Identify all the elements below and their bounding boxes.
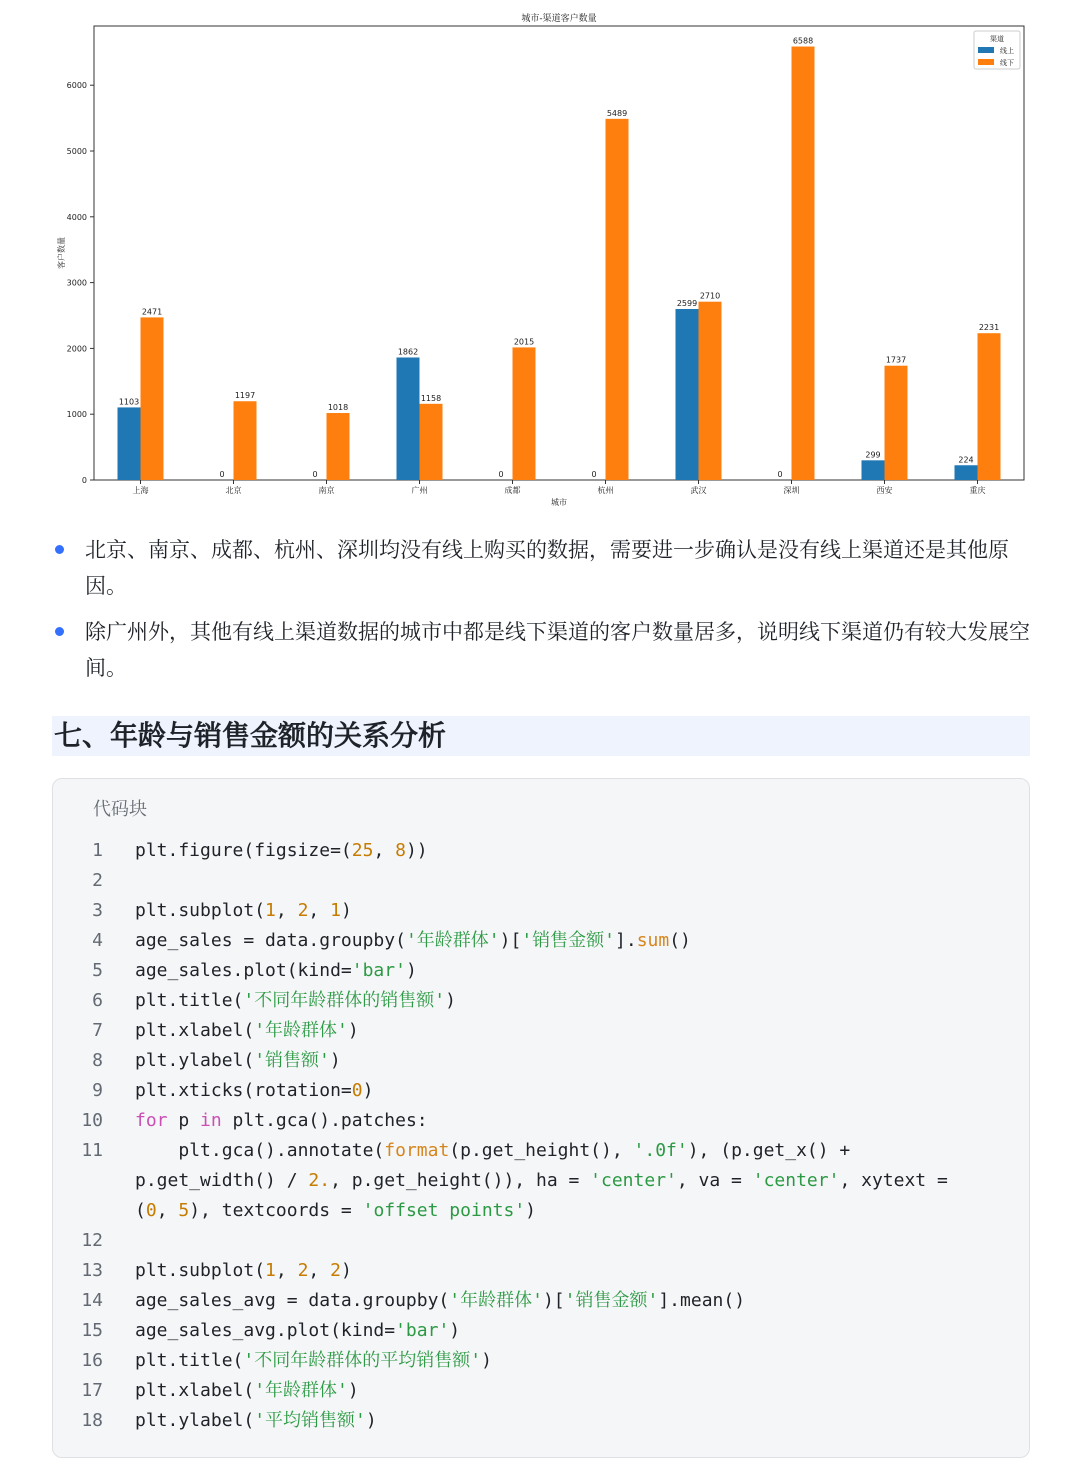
line-number: 18 — [81, 1410, 103, 1431]
legend-entry: 线下 — [1000, 59, 1014, 67]
code-token: plt.xticks(rotation= — [135, 1080, 352, 1101]
code-token: format — [384, 1140, 450, 1161]
code-token: , — [275, 900, 298, 921]
line-number: 17 — [81, 1380, 103, 1401]
legend-entry: 线上 — [1000, 47, 1014, 55]
code-token: 25 — [351, 840, 374, 861]
bar-value-label: 1158 — [420, 393, 442, 403]
line-number: 4 — [92, 930, 103, 951]
line-number: 3 — [92, 900, 103, 921]
bar — [885, 366, 908, 480]
code-text — [103, 1376, 359, 1406]
bar-value-label: 6588 — [792, 36, 814, 46]
code-text — [103, 836, 428, 866]
code-lines — [53, 836, 1029, 1436]
bar — [118, 407, 141, 480]
code-token: )) — [405, 840, 428, 861]
bullet-list — [55, 532, 1040, 696]
code-token: 2 — [297, 900, 309, 921]
code-line — [53, 926, 1029, 956]
code-token: ) — [340, 900, 352, 921]
code-token: '年龄群体' — [405, 930, 500, 951]
line-number: 8 — [92, 1050, 103, 1071]
code-line — [53, 1286, 1029, 1316]
line-number: 7 — [92, 1020, 103, 1041]
code-token: 0 — [145, 1200, 157, 1221]
code-token: ) — [347, 1020, 359, 1041]
bar-value-label: 1103 — [118, 397, 140, 407]
code-token: 2. — [308, 1170, 331, 1191]
code-token: 'bar' — [395, 1320, 450, 1341]
code-token: 1 — [330, 900, 341, 921]
bar-value-label: 1737 — [885, 355, 907, 365]
bullet-dot-icon — [55, 627, 64, 636]
y-axis-label: 客户数量 — [57, 237, 66, 269]
code-text — [103, 956, 417, 986]
y-tick-label: 1000 — [66, 410, 87, 420]
bar-value-label: 2231 — [978, 323, 1000, 333]
code-token: )[ — [542, 1290, 565, 1311]
code-text — [103, 986, 456, 1016]
code-line — [53, 1346, 1029, 1376]
bar — [699, 302, 722, 480]
code-text — [103, 1346, 492, 1376]
code-token: sum — [636, 930, 670, 951]
code-token: 8 — [395, 840, 406, 861]
line-number: 5 — [92, 960, 103, 981]
code-token: plt.subplot( — [135, 900, 266, 921]
code-token: ), textcoords = — [189, 1200, 363, 1221]
code-text — [103, 1256, 352, 1286]
code-token: in — [200, 1110, 222, 1131]
code-token: ) — [525, 1200, 537, 1221]
code-token: '平均销售额' — [254, 1410, 366, 1431]
bar — [606, 119, 629, 480]
y-tick-label: 0 — [81, 476, 87, 485]
code-line — [53, 896, 1029, 926]
code-token: for — [135, 1110, 168, 1131]
bar — [420, 404, 443, 480]
code-line — [53, 1016, 1029, 1046]
legend-swatch — [978, 59, 994, 65]
code-token: plt.title( — [135, 990, 244, 1011]
y-tick-label: 3000 — [66, 278, 87, 288]
x-tick-label: 深圳 — [783, 486, 800, 495]
bar-chart — [0, 0, 1080, 515]
code-token: 1 — [265, 1260, 276, 1281]
code-token: age_sales.plot(kind= — [135, 960, 352, 981]
y-tick-label: 6000 — [66, 81, 87, 91]
bar-value-label: 1197 — [234, 391, 256, 401]
chart-svg — [0, 0, 1080, 515]
code-token: , — [373, 840, 396, 861]
line-number: 15 — [81, 1320, 103, 1341]
x-tick-label: 上海 — [132, 486, 149, 495]
code-token: ) — [340, 1260, 352, 1281]
line-number: 6 — [92, 990, 103, 1011]
code-text — [103, 1076, 373, 1106]
bar — [327, 413, 350, 480]
code-text — [103, 1016, 359, 1046]
code-token: ) — [481, 1350, 492, 1371]
y-tick-label: 4000 — [66, 212, 87, 222]
code-token: 'center' — [752, 1170, 840, 1191]
line-number: 16 — [81, 1350, 103, 1371]
code-text — [103, 1226, 146, 1256]
line-number: 11 — [81, 1140, 103, 1161]
chart-title: 城市-渠道客户数量 — [521, 14, 597, 24]
code-block[interactable] — [52, 778, 1030, 1458]
code-token: , — [275, 1260, 298, 1281]
bar — [792, 47, 815, 480]
code-text — [103, 1286, 745, 1316]
line-number: 9 — [92, 1080, 103, 1101]
code-token: plt.gca().patches: — [221, 1110, 428, 1131]
code-token: '不同年龄群体的销售额' — [243, 990, 446, 1011]
bar-value-label: 5489 — [606, 108, 628, 118]
bullet-item — [55, 614, 1040, 686]
code-token: 'offset points' — [362, 1200, 526, 1221]
code-line — [53, 1316, 1029, 1346]
code-text — [103, 926, 691, 956]
code-token: (p.get_height(), — [449, 1140, 634, 1161]
code-text — [103, 1046, 341, 1076]
bar-value-label: 0 — [312, 470, 318, 479]
code-line — [53, 1406, 1029, 1436]
code-token: plt.ylabel( — [135, 1050, 255, 1071]
x-tick-label: 成都 — [504, 486, 521, 495]
x-tick-label: 南京 — [318, 486, 335, 495]
bar — [955, 465, 978, 480]
code-token: '销售金额' — [564, 1290, 659, 1311]
legend-swatch — [978, 47, 994, 53]
code-token: '.0f' — [633, 1140, 688, 1161]
x-tick-label: 重庆 — [969, 486, 986, 495]
line-number: 13 — [81, 1260, 103, 1281]
code-token: () — [669, 930, 691, 951]
y-tick-label: 2000 — [66, 344, 87, 354]
line-number: 12 — [81, 1230, 103, 1251]
line-number: 2 — [92, 870, 103, 891]
code-token: plt.gca().annotate( — [135, 1140, 385, 1161]
code-token: '年龄群体' — [449, 1290, 543, 1311]
code-line — [53, 1046, 1029, 1076]
bar-value-label: 2015 — [513, 337, 535, 347]
x-tick-label: 武汉 — [690, 486, 707, 495]
code-token: 5 — [178, 1200, 190, 1221]
code-token: , — [308, 900, 331, 921]
code-token: age_sales_avg.plot(kind= — [135, 1320, 396, 1341]
code-block-title: 代码块 — [93, 799, 147, 820]
bar-value-label: 1862 — [397, 347, 419, 357]
code-line — [53, 1256, 1029, 1286]
code-token: 'bar' — [351, 960, 406, 981]
code-line — [53, 1106, 1029, 1136]
code-token: 'center' — [590, 1170, 677, 1191]
line-number: 10 — [81, 1110, 103, 1131]
code-text — [103, 1316, 460, 1346]
code-line — [53, 986, 1029, 1016]
code-token: '年龄群体' — [254, 1020, 348, 1041]
x-tick-label: 杭州 — [597, 486, 614, 495]
code-line — [53, 1136, 1029, 1226]
code-token: ) — [449, 1320, 461, 1341]
line-number: 14 — [81, 1290, 103, 1311]
code-token: p — [167, 1110, 201, 1131]
bar — [234, 401, 257, 480]
code-token: plt.figure(figsize=( — [135, 840, 352, 861]
y-tick-label: 5000 — [66, 147, 87, 157]
bar-value-label: 0 — [591, 470, 597, 479]
bullet-text: 北京、南京、成都、杭州、深圳均没有线上购买的数据，需要进一步确认是没有线上渠道还是其他原因。 — [85, 538, 1009, 598]
x-axis-label: 城市 — [551, 498, 567, 507]
bullet-text: 除广州外，其他有线上渠道数据的城市中都是线下渠道的客户数量居多，说明线下渠道仍有较大发展空间。 — [85, 620, 1030, 680]
x-tick-label: 西安 — [876, 486, 893, 495]
code-token: , — [308, 1260, 331, 1281]
code-token: )[ — [499, 930, 522, 951]
bar-value-label: 2471 — [141, 307, 163, 317]
bullet-dot-icon — [55, 545, 64, 554]
x-tick-label: 广州 — [411, 486, 428, 495]
code-token: '不同年龄群体的平均销售额' — [243, 1350, 482, 1371]
code-line — [53, 1376, 1029, 1406]
code-token: , p.get_height()), ha = — [330, 1170, 591, 1191]
code-token: plt.title( — [135, 1350, 244, 1371]
legend-title: 渠道 — [990, 35, 1004, 43]
bar-value-label: 0 — [777, 470, 783, 479]
code-token: age_sales = data.groupby( — [135, 930, 406, 951]
code-token: ) — [347, 1380, 359, 1401]
bar — [978, 333, 1001, 480]
code-text — [103, 1406, 377, 1436]
code-token: ].mean() — [658, 1290, 746, 1311]
code-line — [53, 1226, 1029, 1256]
x-tick-label: 北京 — [225, 486, 242, 495]
line-number: 1 — [92, 840, 103, 861]
code-token: ) — [445, 990, 456, 1011]
code-line — [53, 1076, 1029, 1106]
code-token: plt.xlabel( — [135, 1380, 255, 1401]
bar-value-label: 2599 — [676, 298, 698, 308]
bar — [862, 460, 885, 480]
code-token: age_sales_avg = data.groupby( — [135, 1290, 450, 1311]
bar-value-label: 299 — [865, 450, 881, 460]
code-token: 2 — [330, 1260, 341, 1281]
code-token: '销售额' — [254, 1050, 330, 1071]
code-token: ) — [365, 1410, 377, 1431]
code-token: plt.xlabel( — [135, 1020, 255, 1041]
code-token: plt.ylabel( — [135, 1410, 255, 1431]
section-heading: 七、年龄与销售金额的关系分析 — [52, 716, 1030, 756]
code-line — [53, 836, 1029, 866]
code-token: ), (p.get_x() + p.get_width() / — [135, 1140, 862, 1191]
code-token: , — [156, 1200, 179, 1221]
bar — [513, 347, 536, 480]
bar — [141, 317, 164, 480]
code-token: , va = — [676, 1170, 753, 1191]
code-token: ]. — [615, 930, 637, 951]
code-token: ) — [329, 1050, 341, 1071]
code-token: plt.subplot( — [135, 1260, 266, 1281]
bar — [397, 357, 420, 480]
code-line — [53, 866, 1029, 896]
bar — [676, 309, 699, 480]
code-text — [103, 866, 146, 896]
bullet-item — [55, 532, 1040, 604]
code-token: 2 — [297, 1260, 309, 1281]
code-token: '销售金额' — [521, 930, 615, 951]
code-text — [103, 1136, 975, 1226]
code-token: , xytext = ( — [135, 1170, 959, 1221]
code-text — [103, 1106, 428, 1136]
code-token: 1 — [265, 900, 276, 921]
code-line — [53, 956, 1029, 986]
code-token: 0 — [351, 1080, 363, 1101]
code-text — [103, 896, 352, 926]
bar-value-label: 2710 — [699, 291, 721, 301]
bar-value-label: 224 — [958, 455, 974, 465]
bar-value-label: 1018 — [327, 403, 349, 413]
bar-value-label: 0 — [219, 470, 225, 479]
code-token: ) — [405, 960, 417, 981]
code-token: '年龄群体' — [254, 1380, 348, 1401]
bar-value-label: 0 — [498, 470, 504, 479]
code-token: ) — [362, 1080, 374, 1101]
